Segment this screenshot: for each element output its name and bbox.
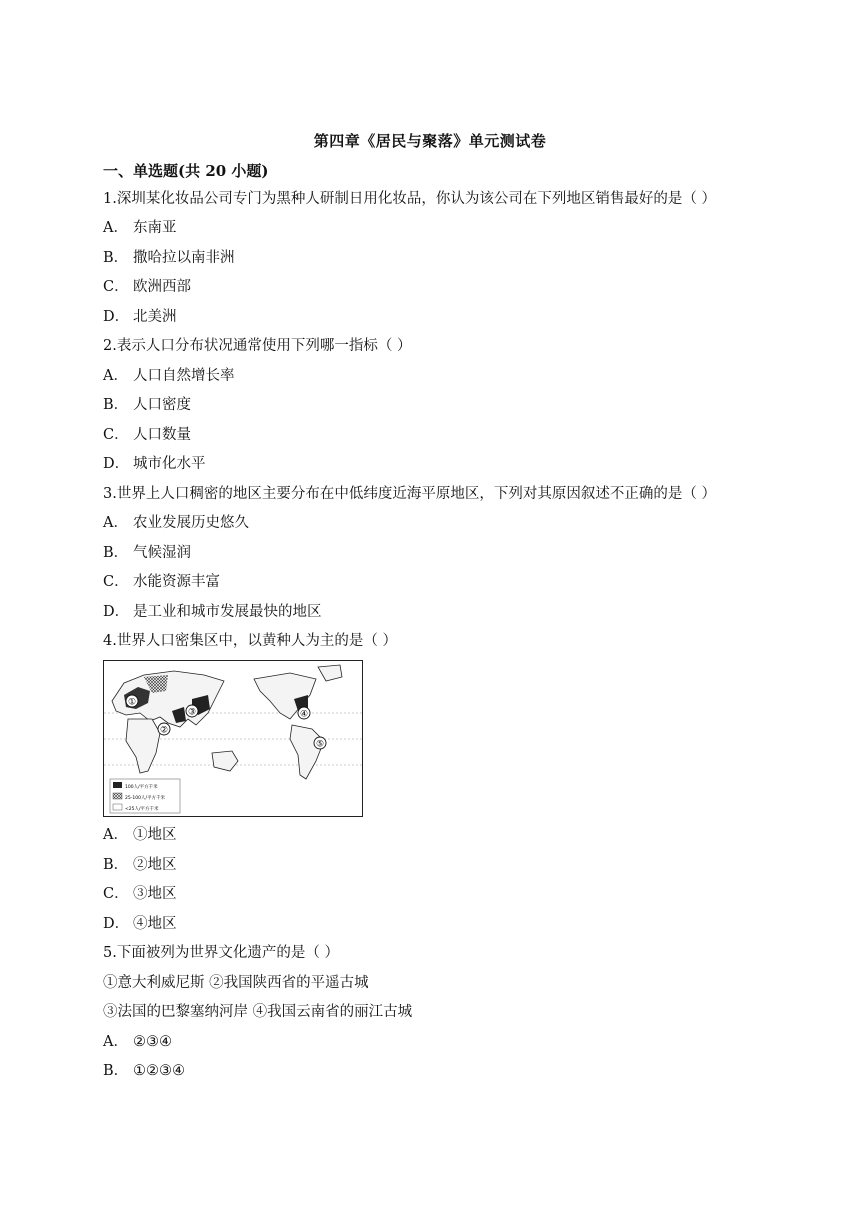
question-2-option-c[interactable] [103,425,191,445]
map-marker-3 [186,705,198,718]
option-letter: D． [103,604,130,620]
svg-text:④: ④ [299,709,309,720]
question-2-option-a[interactable] [103,366,235,386]
question-3-option-c[interactable] [103,572,220,592]
option-text: ①②③④ [133,1063,185,1079]
option-text: 欧洲西部 [133,279,191,295]
svg-text:①: ① [127,697,137,708]
question-3-option-b[interactable] [103,543,191,563]
svg-text:100人/平方千米: 100人/平方千米 [125,785,158,790]
option-letter: C． [103,886,129,902]
option-text: ①地区 [133,827,177,843]
question-3-stem: 3.世界上人口稠密的地区主要分布在中低纬度近海平原地区，下列对其原因叙述不正确的是（ ） [103,486,716,502]
question-1-stem: 1.深圳某化妆品公司专门为黑种人研制日用化妆品，你认为该公司在下列地区销售最好的是（ ） [103,191,716,207]
page-title: 第四章《居民与聚落》单元测试卷 [313,132,547,150]
option-text: 城市化水平 [133,456,206,472]
option-letter: A． [103,515,128,531]
question-1-option-c[interactable] [103,277,191,297]
map-marker-5 [314,737,326,750]
question-4-option-b[interactable] [103,855,177,875]
option-letter: A． [103,827,128,843]
option-letter: B． [103,1063,129,1079]
option-text: ②地区 [133,857,177,873]
option-text: ③地区 [133,886,177,902]
option-letter: D． [103,456,130,472]
map-legend [110,779,180,813]
option-text: 人口密度 [133,397,191,413]
question-5-statement-line-1: ①意大利威尼斯 ②我国陕西省的平遥古城 [103,975,369,991]
option-letter: A． [103,368,128,384]
question-4-stem: 4.世界人口密集区中，以黄种人为主的是（ ） [103,633,397,649]
option-text: 农业发展历史悠久 [133,515,249,531]
option-text: ②③④ [133,1034,172,1050]
option-letter: B． [103,397,129,413]
option-letter: B． [103,857,129,873]
option-text: 人口数量 [133,427,191,443]
svg-text:<25人/平方千米: <25人/平方千米 [125,807,159,812]
map-marker-1 [126,695,138,708]
svg-text:②: ② [159,725,169,736]
option-letter: B． [103,545,129,561]
option-text: 气候湿润 [133,545,191,561]
option-letter: C． [103,279,129,295]
option-text: 东南亚 [133,220,177,236]
question-1-option-a[interactable] [103,218,177,238]
option-letter: C． [103,574,129,590]
section-heading: 一、单选题(共 20 小题) [103,162,269,180]
option-letter: D． [103,916,130,932]
question-4-option-c[interactable] [103,884,177,904]
question-5-option-a[interactable] [103,1032,172,1052]
svg-text:25-100人/平方千米: 25-100人/平方千米 [125,796,165,801]
option-text: ④地区 [133,916,177,932]
map-marker-4 [298,707,310,720]
option-letter: C． [103,427,129,443]
option-text: 是工业和城市发展最快的地区 [133,604,322,620]
question-1-option-d[interactable] [103,307,177,327]
option-text: 人口自然增长率 [133,368,235,384]
option-text: 水能资源丰富 [133,574,220,590]
question-1-option-b[interactable] [103,248,235,268]
option-letter: A． [103,220,128,236]
question-5-stem: 5.下面被列为世界文化遗产的是（ ） [103,945,339,961]
question-5-option-b[interactable] [103,1061,185,1081]
question-2-option-b[interactable] [103,395,191,415]
question-3-option-d[interactable] [103,602,322,622]
question-5-statement-line-2: ③法国的巴黎塞纳河岸 ④我国云南省的丽江古城 [103,1004,413,1020]
world-population-density-map [103,660,363,817]
option-letter: D． [103,309,130,325]
option-text: 北美洲 [133,309,177,325]
svg-text:⑤: ⑤ [315,739,325,750]
option-text: 撒哈拉以南非洲 [133,250,235,266]
map-marker-2 [158,723,170,736]
svg-text:③: ③ [187,707,197,718]
question-3-option-a[interactable] [103,513,249,533]
question-2-stem: 2.表示人口分布状况通常使用下列哪一指标（ ） [103,338,412,354]
option-letter: B． [103,250,129,266]
question-4-option-d[interactable] [103,914,177,934]
question-4-option-a[interactable] [103,825,177,845]
option-letter: A． [103,1034,128,1050]
question-2-option-d[interactable] [103,454,206,474]
